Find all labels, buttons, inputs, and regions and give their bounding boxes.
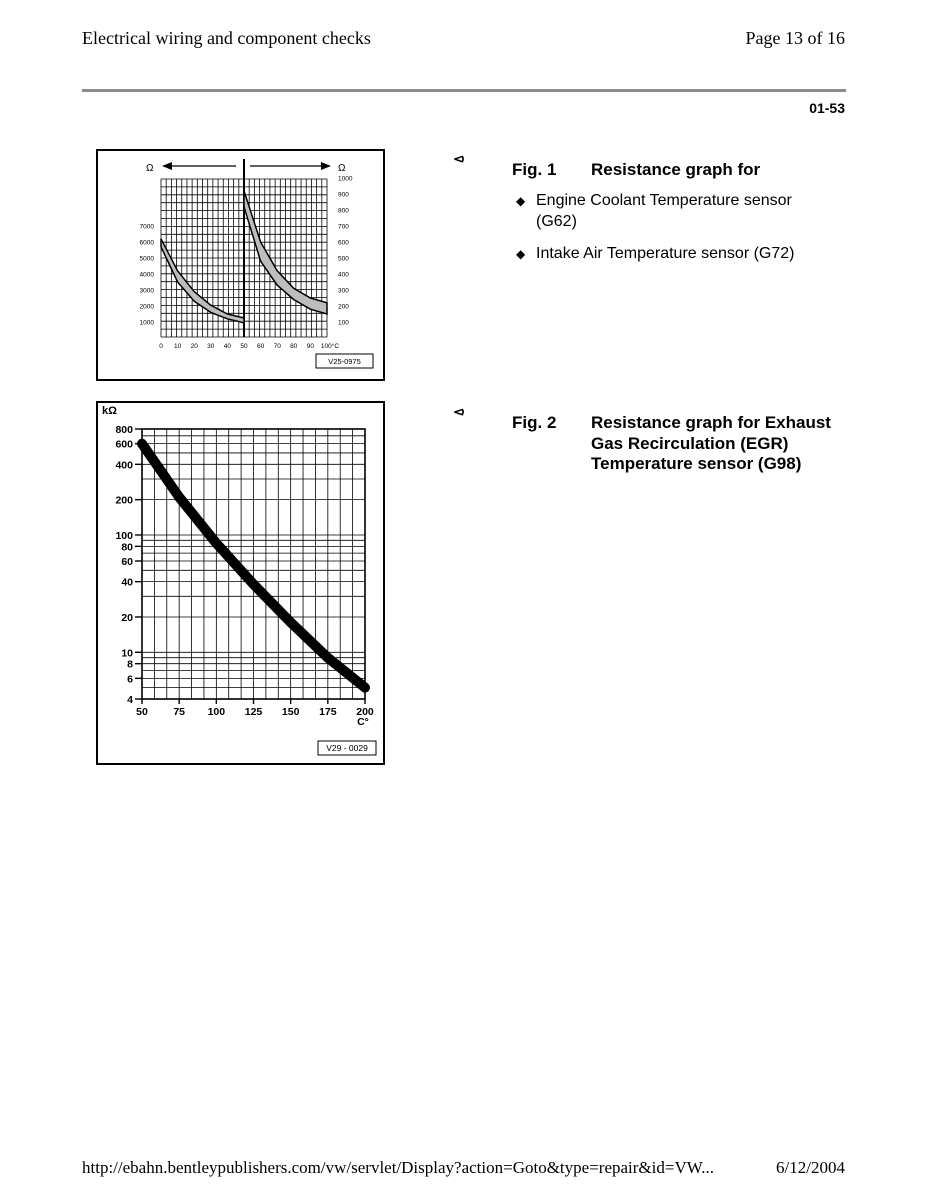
x-tick-label: 80	[290, 343, 298, 350]
y-tick-label: 40	[121, 576, 133, 589]
list-item	[516, 244, 836, 265]
x-tick-label: 150	[281, 706, 300, 718]
x-tick-label: 20	[190, 343, 198, 350]
y-tick-label: 10	[121, 647, 133, 660]
y-left-tick-label: 1000	[139, 319, 154, 327]
y-left-tick-label: 4000	[139, 271, 154, 279]
y-right-tick-label: 600	[338, 239, 349, 247]
x-tick-label: 200	[356, 706, 374, 718]
x-tick-label: 50	[136, 706, 148, 718]
x-tick-label: 30	[207, 343, 215, 350]
x-tick-label: 100°C	[320, 343, 340, 350]
fig1-sensor-list	[516, 191, 836, 277]
y-right-tick-label: 100	[338, 319, 349, 327]
list-item-text: Intake Air Temperature sensor (G72)	[536, 245, 795, 262]
y-right-tick-label: 200	[338, 303, 349, 311]
y-tick-label: 400	[115, 459, 133, 472]
y-left-tick-label: 3000	[139, 287, 154, 295]
fig2-chart	[98, 403, 383, 763]
x-tick-label: 175	[319, 706, 337, 718]
y-tick-label: 200	[115, 494, 133, 507]
fig1-chart	[98, 151, 383, 379]
y-right-tick-label: 500	[338, 255, 349, 263]
y-tick-label: 8	[127, 658, 133, 671]
ref-code-label: V25-0975	[328, 357, 361, 366]
y-right-tick-label: 1000	[338, 175, 353, 183]
y-tick-label: 80	[121, 541, 133, 554]
footer-url: http://ebahn.bentleypublishers.com/vw/servlet/Display?action=Goto&type=repair&id=VW...	[82, 1158, 714, 1177]
x-tick-label: 60	[256, 343, 265, 350]
x-tick-label: 50	[240, 343, 248, 350]
y-tick-label: 600	[115, 438, 133, 451]
y-axis-label: kΩ	[102, 405, 117, 417]
x-tick-label: 75	[173, 706, 186, 718]
x-tick-label: 10	[173, 343, 182, 350]
y-left-tick-label: 5000	[139, 255, 154, 263]
fig2-number: Fig. 2	[512, 413, 557, 432]
x-axis-label: C°	[357, 716, 369, 728]
y-left-unit: Ω	[146, 163, 154, 174]
y-tick-label: 6	[127, 673, 133, 686]
document-title: Electrical wiring and component checks	[82, 28, 371, 48]
x-tick-label: 70	[273, 343, 281, 350]
y-left-tick-label: 7000	[139, 223, 154, 231]
list-item-text: Engine Coolant Temperature sensor (G62)	[536, 192, 792, 230]
section-code: 01-53	[809, 100, 845, 116]
x-tick-label: 125	[244, 706, 263, 718]
left-arrow-icon	[162, 162, 172, 170]
y-tick-label: 800	[115, 424, 133, 436]
header-divider	[82, 89, 846, 92]
fig2-title: Resistance graph for Exhaust Gas Recirculation (EGR) Temperature sensor (G98)	[591, 413, 831, 473]
y-tick-label: 4	[127, 694, 133, 706]
fig1-pointer-icon: ⪦	[454, 150, 465, 166]
fig1-chart-frame	[96, 149, 385, 381]
y-tick-label: 20	[121, 611, 133, 624]
y-right-tick-label: 800	[338, 207, 349, 215]
y-right-tick-label: 900	[338, 191, 349, 199]
diamond-bullet-icon: ◆	[516, 247, 526, 261]
right-arrow-icon	[321, 162, 331, 170]
diamond-bullet-icon: ◆	[516, 194, 526, 208]
y-right-tick-label: 700	[338, 223, 349, 231]
y-left-tick-label: 2000	[139, 303, 154, 311]
x-tick-label: 40	[223, 343, 232, 350]
fig1-number: Fig. 1	[512, 160, 557, 179]
y-right-tick-label: 400	[338, 271, 349, 279]
page-number: Page 13 of 16	[745, 28, 845, 48]
x-tick-label: 100	[207, 706, 226, 718]
fig2-pointer-icon: ⪦	[454, 403, 465, 419]
list-item	[516, 191, 836, 232]
footer-date: 6/12/2004	[776, 1158, 845, 1177]
y-right-unit: Ω	[338, 163, 346, 174]
y-left-tick-label: 6000	[139, 239, 154, 247]
y-tick-label: 100	[115, 529, 133, 542]
y-right-tick-label: 300	[338, 287, 349, 295]
x-tick-label: 90	[306, 343, 315, 350]
y-tick-label: 60	[121, 555, 133, 568]
ref-code-label: V29 - 0029	[326, 743, 368, 753]
fig1-title: Resistance graph for	[591, 160, 761, 179]
x-tick-label: 0	[159, 343, 163, 350]
fig2-chart-frame	[96, 401, 385, 765]
